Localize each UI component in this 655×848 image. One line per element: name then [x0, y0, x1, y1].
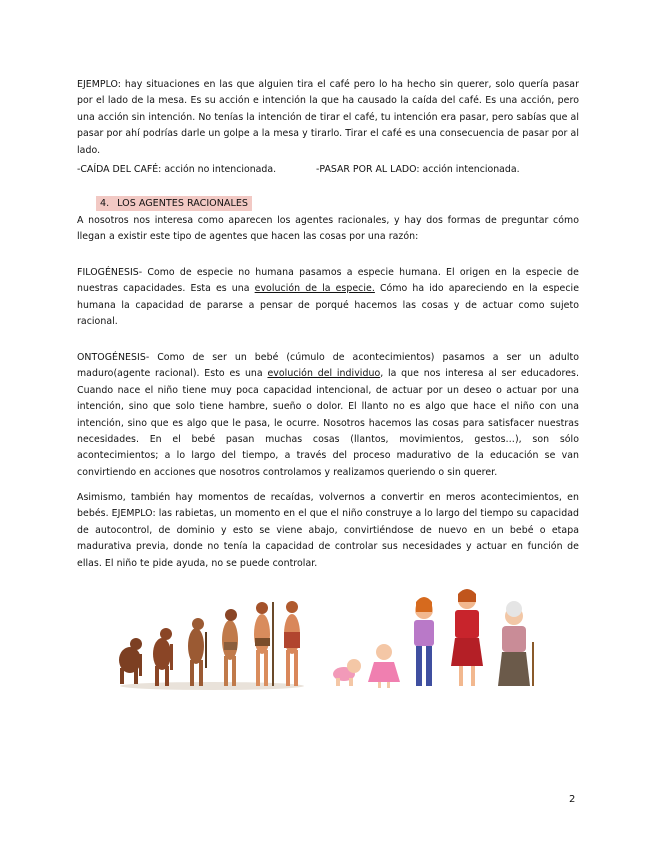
evolution-illustration — [112, 582, 552, 702]
ontogenesis-paragraph: ONTOGÉNESIS- Como de ser un bebé (cúmulo de acontecimientos) pasamos a ser un adulto maduro(agente racional). Esto es una evolución del individuo, la que nos interesa al ser educadores. Cuando nace el niño tiene muy poca capacidad intencional, de actuar por un deseo o actuar por una intención, sino que solo tiene hambre, sueño o dolor. El llanto no es algo que hace el niño con una intención, sino que es algo que le pasa, le ocurre. Nosotros hacemos las cosas para satisfacer nuestras necesidades. En el bebé pasan muchas cosas (llantos, movimientos, gestos…), son sólo acontecimientos; a lo largo del tiempo, a través del proceso madurativo de la educación se van convirtiendo en acciones que nosotros controlamos y realizamos queriendo o sin querer. — [77, 352, 579, 478]
pasar-label: -PASAR POR AL LADO: acción intencionada. — [316, 164, 520, 175]
teen-figure — [414, 597, 434, 686]
caida-label: -CAÍDA DEL CAFÉ: acción no intencionada. — [77, 164, 277, 175]
heading-title: LOS AGENTES RACIONALES — [117, 198, 248, 209]
ejemplo-paragraph: EJEMPLO: hay situaciones en las que alguien tira el café pero lo ha hecho sin querer, solo quería pasar por el lado de la mesa. Es su acción e intención la que ha causado la caída del café. Es una acción, pero una acción sin intención. No tenías la intención de tirar el café, tu intención era pasar, pero sabías que al pasar por ahí podrías darle un golpe a la mesa y tirarlo. Tirar el café es una consecuencia de pasar por al lado. — [77, 79, 579, 156]
hominid-figure-4 — [222, 609, 238, 686]
ontogenesis-underlined: evolución del individuo — [267, 368, 381, 380]
asimismo-paragraph: Asimismo, también hay momentos de recaídas, volvernos a convertir en meros acontecimientos, en bebés. EJEMPLO: las rabietas, un momento en el que el niño construye a lo largo del tiempo su capacidad de autocontrol, de dominio y esto se viene abajo, convirtiéndose de nuevo en un bebé o etapa madurativa previa, donde no tenía la capacidad de controlar sus necesidades y actuar en función de ellas. El niño te pide ayuda, no se puede controlar. — [77, 492, 579, 569]
filogenesis-paragraph: FILOGÉNESIS- Como de especie no humana pasamos a especie humana. El origen en la especie de nuestras capacidades. Esta es una evolución de la especie. Cómo ha ido apareciendo en la especie humana la capacidad de pararse a pensar de porqué hacemos las cosas y de actuar como sujeto racional. — [77, 267, 580, 328]
baby-crawling-figure — [333, 659, 361, 686]
heading-number: 4. — [100, 198, 110, 209]
human-figure-5 — [254, 602, 274, 686]
hominid-figure-3 — [188, 618, 207, 686]
action-labels-row — [77, 162, 520, 178]
ape-figure-2 — [153, 628, 173, 686]
section-heading — [96, 196, 252, 211]
filogenesis-underlined: evolución de la especie. — [254, 283, 375, 295]
adult-woman-figure — [451, 589, 483, 686]
ape-figure-1 — [119, 638, 142, 684]
ground-shadow — [120, 682, 304, 690]
human-figure-6 — [284, 601, 300, 686]
intro-paragraph: A nosotros nos interesa como aparecen los agentes racionales, y hay dos formas de preguntar cómo llegan a existir este tipo de agentes que hacen las cosas por una razón: — [77, 215, 579, 243]
elderly-woman-figure — [498, 601, 534, 686]
toddler-figure — [368, 644, 400, 688]
page-number: 2 — [569, 794, 576, 805]
